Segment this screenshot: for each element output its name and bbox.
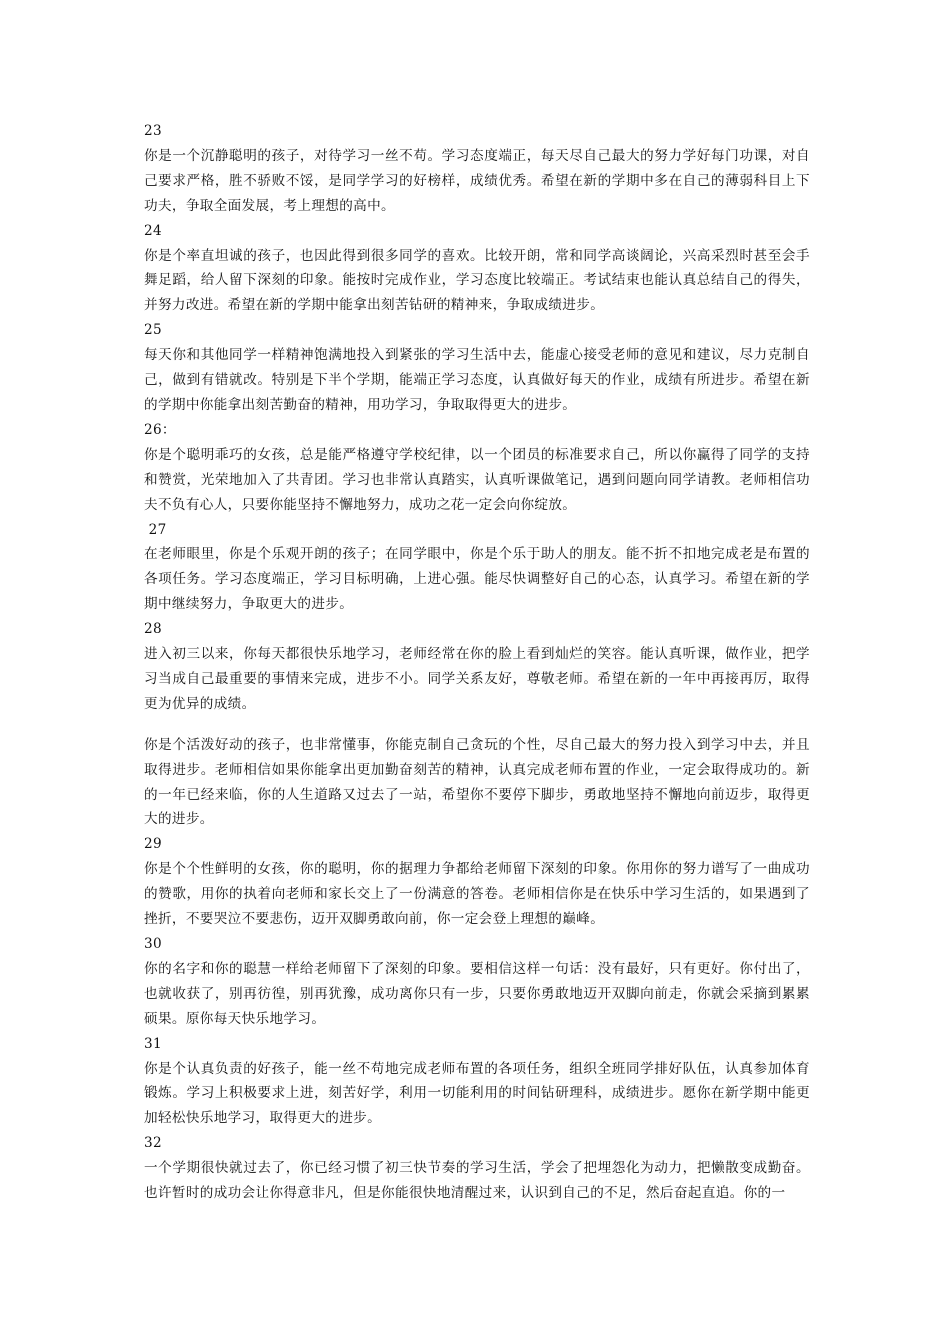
entry-number: 23 — [144, 123, 162, 139]
entry-text: 你是一个沉静聪明的孩子，对待学习一丝不苟。学习态度端正，每天尽自己最大的努力学好每门功课，对自己要求严格，胜不骄败不馁，是同学学习的好榜样，成绩优秀。希望在新的学期中多在自己的薄弱科目上下功夫，争取全面发展，考上理想的高中。 — [144, 147, 810, 214]
entry-text: 在老师眼里，你是个乐观开朗的孩子；在同学眼中，你是个乐于助人的朋友。能不折不扣地完成老是布置的各项任务。学习态度端正，学习目标明确，上进心强。能尽快调整好自己的心态，认真学习。希望在新的学期中继续努力，争取更大的进步。 — [144, 546, 810, 613]
entry-text: 进入初三以来，你每天都很快乐地学习，老师经常在你的脸上看到灿烂的笑容。能认真听课，做作业，把学习当成自己最重要的事情来完成，进步不小。同学关系友好，尊敬老师。希望在新的一年中再接再厉，取得更为优异的成绩。 — [144, 646, 810, 712]
comment-entry-28 — [144, 617, 810, 717]
entry-number: 26： — [144, 421, 176, 438]
comment-entry-30 — [144, 932, 810, 1032]
entry-text: 你是个活泼好动的孩子，也非常懂事，你能克制自己贪玩的个性，尽自己最大的努力投入到学习中去，并且取得进步。老师相信如果你能拿出更加勤奋刻苦的精神，认真完成老师布置的作业，一定会取得成功的。新的一年已经来临，你的人生道路又过去了一站，希望你不要停下脚步，勇敢地坚持不懈地向前迈步，取得更大的进步。 — [144, 736, 810, 828]
comment-entry-26 — [144, 418, 810, 518]
entry-text: 每天你和其他同学一样精神饱满地投入到紧张的学习生活中去，能虚心接受老师的意见和建议，尽力克制自己，做到有错就改。特别是下半个学期，能端正学习态度，认真做好每天的作业，成绩有所进步。希望在新的学期中你能拿出刻苦勤奋的精神，用功学习，争取取得更大的进步。 — [144, 347, 810, 413]
entry-text: 你是个个性鲜明的女孩，你的聪明，你的据理力争都给老师留下深刻的印象。你用你的努力谱写了一曲成功的赞歌，用你的执着向老师和家长交上了一份满意的答卷。老师相信你是在快乐中学习生活的，如果遇到了挫折，不要哭泣不要悲伤，迈开双脚勇敢向前，你一定会登上理想的巅峰。 — [144, 861, 810, 928]
entry-text: 你是个率直坦诚的孩子，也因此得到很多同学的喜欢。比较开朗，常和同学高谈阔论，兴高采烈时甚至会手舞足蹈，给人留下深刻的印象。能按时完成作业，学习态度比较端正。考试结束也能认真总结自己的得失，并努力改进。希望在新的学期中能拿出刻苦钻研的精神来，争取成绩进步。 — [144, 247, 810, 314]
entry-text: 你是个聪明乖巧的女孩，总是能严格遵守学校纪律，以一个团员的标准要求自己，所以你赢得了同学的支持和赞赏，光荣地加入了共青团。学习也非常认真踏实，认真听课做笔记，遇到问题向同学请教。老师相信功夫不负有心人，只要你能坚持不懈地努力，成功之花一定会向你绽放。 — [144, 446, 810, 513]
blank-line — [144, 717, 810, 733]
comment-entry-unnumbered — [144, 733, 810, 833]
entry-number: 27 — [144, 521, 167, 538]
comment-entry-29 — [144, 832, 810, 932]
entry-number: 24 — [144, 222, 162, 239]
entry-text: 一个学期很快就过去了，你已经习惯了初三快节奏的学习生活，学会了把埋怨化为动力，把懒散变成勤奋。也许暂时的成功会让你得意非凡，但是你能很快地清醒过来，认识到自己的不足，然后奋起直追。你的一 — [144, 1160, 810, 1202]
comment-entry-24 — [144, 219, 810, 319]
entry-number: 29 — [144, 836, 162, 853]
entry-number: 28 — [144, 621, 162, 638]
entry-text: 你是个认真负责的好孩子，能一丝不苟地完成老师布置的各项任务，组织全班同学排好队伍，认真参加体育锻炼。学习上积极要求上进，刻苦好学，利用一切能利用的时间钻研理科，成绩进步。愿你在新学期中能更加轻松快乐地学习，取得更大的进步。 — [144, 1060, 810, 1127]
document-page — [144, 119, 810, 1206]
comment-entry-25 — [144, 318, 810, 418]
entry-number: 30 — [144, 936, 162, 952]
entry-number: 25 — [144, 322, 162, 339]
comment-entry-27 — [144, 518, 810, 618]
entry-number: 32 — [144, 1135, 162, 1152]
comment-entry-23 — [144, 119, 810, 219]
comment-entry-32 — [144, 1131, 810, 1206]
entry-number: 31 — [144, 1035, 162, 1052]
entry-text: 你的名字和你的聪慧一样给老师留下了深刻的印象。要相信这样一句话：没有最好，只有更好。你付出了，也就收获了，别再彷徨，别再犹豫，成功离你只有一步，只要你勇敢地迈开双脚向前走，你就会采摘到累累硕果。原你每天快乐地学习。 — [144, 960, 810, 1027]
comment-entry-31 — [144, 1032, 810, 1132]
